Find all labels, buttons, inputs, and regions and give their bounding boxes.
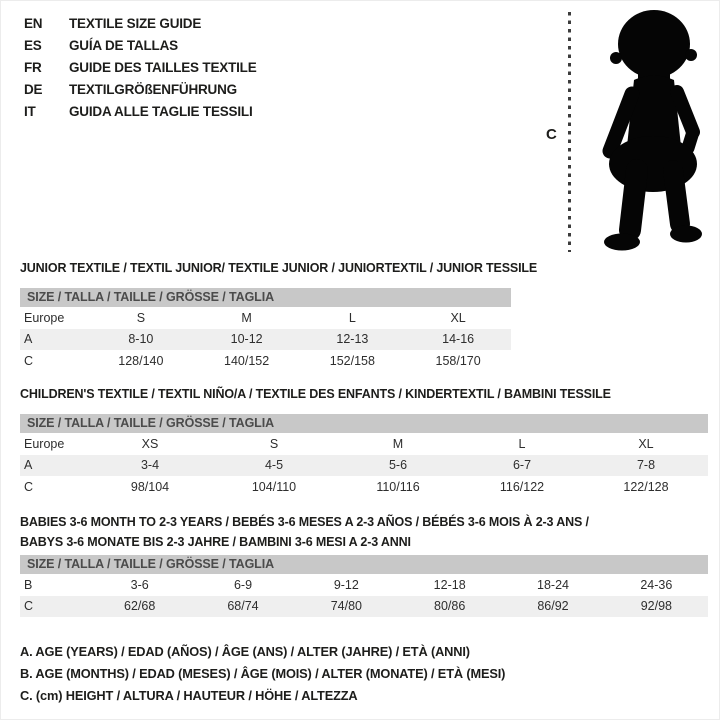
table-title: CHILDREN'S TEXTILE / TEXTIL NIÑO/A / TEXTILE DES ENFANTS / KINDERTEXTIL / BAMBINI TESSILE — [20, 387, 611, 401]
cell: 128/140 — [118, 353, 164, 368]
cell: 98/104 — [130, 479, 170, 494]
row-label: C — [24, 599, 34, 614]
language-row-de — [24, 78, 257, 100]
table-title — [20, 512, 708, 552]
cell: 104/110 — [251, 479, 297, 494]
cell: 140/152 — [224, 353, 270, 368]
row-label: A — [24, 458, 33, 473]
cell: M — [392, 436, 404, 451]
cell: XL — [450, 310, 466, 325]
cell: XS — [141, 436, 159, 451]
cell: M — [241, 310, 252, 325]
language-code: IT — [24, 103, 36, 119]
table-title-line-1: BABIES 3-6 MONTH TO 2-3 YEARS / BEBÉS 3-6 MESES A 2-3 AÑOS / BÉBÉS 3-6 MOIS À 2-3 ANS / — [20, 515, 589, 529]
table-row — [20, 476, 708, 498]
cell: 3-6 — [130, 577, 149, 592]
table-row — [20, 307, 511, 329]
language-row-en — [24, 13, 257, 35]
cell: 8-10 — [128, 332, 154, 347]
language-code: DE — [24, 81, 43, 97]
cell: 4-5 — [264, 458, 284, 473]
cell: 68/74 — [227, 599, 259, 614]
language-row-it — [24, 100, 257, 122]
table-row — [20, 574, 708, 596]
cell: 12-13 — [336, 332, 369, 347]
cell: 80/86 — [434, 599, 466, 614]
cell: 6-9 — [233, 577, 253, 592]
size-header-bar: SIZE / TALLA / TAILLE / GRÖSSE / TAGLIA — [20, 555, 708, 574]
language-title-list — [24, 13, 257, 122]
cell: 92/98 — [640, 599, 672, 614]
row-label: C — [24, 353, 34, 368]
cell: 152/158 — [329, 353, 375, 368]
height-measure-line — [568, 12, 571, 252]
cell: 14-16 — [442, 332, 475, 347]
cell: 74/80 — [330, 599, 362, 614]
row-label: Europe — [24, 436, 65, 451]
legend-line-a: A. AGE (YEARS) / EDAD (AÑOS) / ÂGE (ANS) / ALTER (JAHRE) / ETÀ (ANNI) — [20, 644, 470, 659]
language-title: GUIDE DES TAILLES TEXTILE — [69, 59, 257, 75]
cell: 116/122 — [499, 479, 545, 494]
language-title: GUÍA DE TALLAS — [69, 38, 178, 54]
legend-line-b: B. AGE (MONTHS) / EDAD (MESES) / ÂGE (MOIS) / ALTER (MONATE) / ETÀ (MESI) — [20, 666, 506, 681]
language-code: EN — [24, 16, 43, 32]
cell: L — [518, 436, 526, 451]
language-title: GUIDA ALLE TAGLIE TESSILI — [69, 103, 253, 119]
size-header-bar: SIZE / TALLA / TAILLE / GRÖSSE / TAGLIA — [20, 288, 511, 307]
cell: S — [269, 436, 279, 451]
measurement-legend — [20, 641, 505, 707]
table-title-line-2: BABYS 3-6 MONATE BIS 2-3 JAHRE / BAMBINI 3-6 MESI A 2-3 ANNI — [20, 535, 411, 549]
language-row-es — [24, 35, 257, 57]
cell: 10-12 — [230, 332, 263, 347]
language-title: TEXTILGRÖßENFÜHRUNG — [69, 81, 237, 97]
table-row — [20, 596, 708, 618]
cell: 12-18 — [433, 577, 466, 592]
table-row — [20, 433, 708, 455]
legend-line-c: C. (cm) HEIGHT / ALTURA / HAUTEUR / HÖHE / ALTEZZA — [20, 688, 358, 703]
language-row-fr — [24, 57, 257, 79]
childrens-textile-table — [20, 387, 708, 498]
cell: XL — [638, 436, 654, 451]
cell: 7-8 — [636, 458, 656, 473]
language-title: TEXTILE SIZE GUIDE — [69, 16, 202, 32]
language-code: ES — [24, 38, 42, 54]
table-title: JUNIOR TEXTILE / TEXTIL JUNIOR/ TEXTILE JUNIOR / JUNIORTEXTIL / JUNIOR TESSILE — [20, 261, 538, 275]
row-label: B — [24, 577, 33, 592]
cell: 3-4 — [140, 458, 160, 473]
table-row — [20, 455, 708, 477]
language-code: FR — [24, 59, 42, 75]
cell: 86/92 — [537, 599, 569, 614]
cell: 18-24 — [537, 577, 569, 592]
cell: 5-6 — [388, 458, 408, 473]
cell: 24-36 — [640, 577, 673, 592]
toddler-silhouette — [590, 8, 715, 256]
size-header-bar: SIZE / TALLA / TAILLE / GRÖSSE / TAGLIA — [20, 414, 708, 433]
row-label: C — [24, 479, 34, 494]
height-measure-label: C — [546, 126, 557, 143]
row-label: Europe — [24, 310, 65, 325]
cell: 122/128 — [623, 479, 669, 494]
cell: 158/170 — [435, 353, 481, 368]
babies-textile-table — [20, 512, 708, 617]
table-row — [20, 350, 511, 372]
cell: S — [136, 310, 146, 325]
table-row — [20, 329, 511, 351]
cell: 6-7 — [512, 458, 532, 473]
cell: 110/116 — [376, 479, 420, 494]
cell: 62/68 — [124, 599, 156, 614]
row-label: A — [24, 332, 33, 347]
junior-textile-table — [20, 261, 538, 372]
cell: 9-12 — [333, 577, 359, 592]
cell: L — [348, 310, 356, 325]
